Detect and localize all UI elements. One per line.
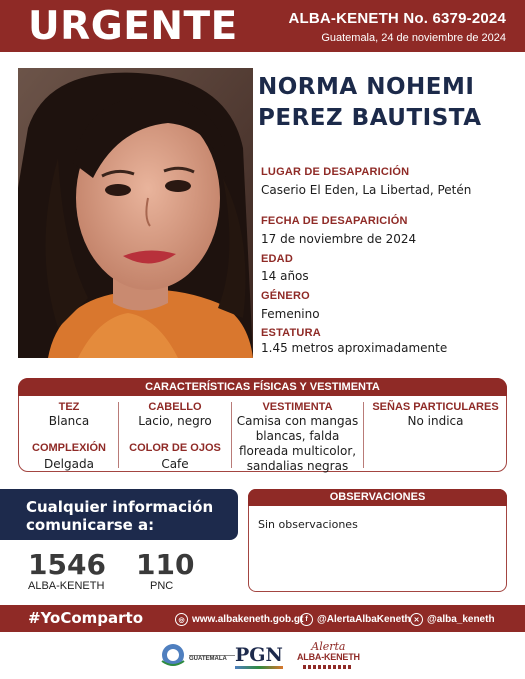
observations-title: OBSERVACIONES [248,489,507,506]
cabello-label: CABELLO [148,401,202,413]
vestimenta-line: Camisa con mangas [236,414,359,428]
genero-value: Femenino [261,307,320,321]
guatemala-logo-text: GUATEMALA [189,655,227,662]
fecha-label: FECHA DE DESAPARICIÓN [261,215,408,227]
contact-line2: comunicarse a: [26,516,155,534]
x-icon: ✕ [410,613,423,626]
guatemala-logo [160,638,235,672]
phone-label-alba-keneth: ALBA-KENETH [28,580,105,592]
hashtag: #YoComparto [28,609,144,627]
phone-number-1546[interactable]: 1546 [28,548,106,581]
tez-label: TEZ [58,401,80,413]
characteristics-title: CARACTERÍSTICAS FÍSICAS Y VESTIMENTA [18,378,507,396]
complexion-label: COMPLEXIÓN [32,442,106,454]
genero-label: GÉNERO [261,290,310,302]
facebook-icon: f [300,613,313,626]
website-text: www.albakeneth.gob.gt [192,614,304,625]
fecha-value: 17 de noviembre de 2024 [261,232,417,246]
person-name-line1: NORMA NOHEMI [258,74,475,100]
facebook-link[interactable] [300,613,411,626]
case-number: ALBA-KENETH No. 6379-2024 [288,10,506,27]
senas-value: No indica [407,414,464,428]
vestimenta-value [232,414,363,474]
edad-label: EDAD [261,253,293,265]
missing-person-photo [18,68,253,358]
coat-of-arms-icon [160,641,186,669]
x-link[interactable] [410,613,495,626]
vestimenta-line: floreada multicolor, [238,444,357,458]
ojos-value: Cafe [161,457,189,471]
lugar-label: LUGAR DE DESAPARICIÓN [261,166,410,178]
complexion-value: Delgada [44,457,94,471]
globe-icon: ◎ [175,613,188,626]
edad-value: 14 años [261,269,309,283]
person-name-line2: PEREZ BAUTISTA [258,105,482,131]
observations-value: Sin observaciones [258,518,358,531]
contact-line1: Cualquier información [26,498,214,516]
estatura-value: 1.45 metros aproximadamente [261,341,448,355]
facebook-text: @AlertaAlbaKeneth [317,614,411,625]
urgent-title: URGENTE [28,4,238,49]
vestimenta-line: sandalias negras [246,459,349,473]
alerta-logo-decoration [303,665,353,669]
pgn-logo-text: PGN [235,644,283,666]
contact-banner [0,489,238,540]
portrait-illustration [18,68,253,358]
alerta-alba-keneth-logo [297,638,360,672]
vestimenta-line: blancas, falda [255,429,340,443]
lugar-value: Caserio El Eden, La Libertad, Petén [261,183,472,197]
ojos-label: COLOR DE OJOS [129,442,221,454]
pgn-logo [235,638,283,672]
cabello-value: Lacio, negro [138,414,212,428]
tez-value: Blanca [48,414,90,428]
x-text: @alba_keneth [427,614,495,625]
estatura-label: ESTATURA [261,327,321,339]
website-link[interactable] [175,613,303,626]
phone-number-110[interactable]: 110 [136,548,195,581]
place-date: Guatemala, 24 de noviembre de 2024 [321,32,506,44]
person-name [258,72,513,134]
vestimenta-label: VESTIMENTA [262,401,333,413]
alerta-logo-line1: Alerta [311,640,346,653]
alerta-logo-line2: ALBA-KENETH [297,652,360,662]
phone-label-pnc: PNC [150,580,174,592]
senas-label: SEÑAS PARTICULARES [372,401,499,413]
